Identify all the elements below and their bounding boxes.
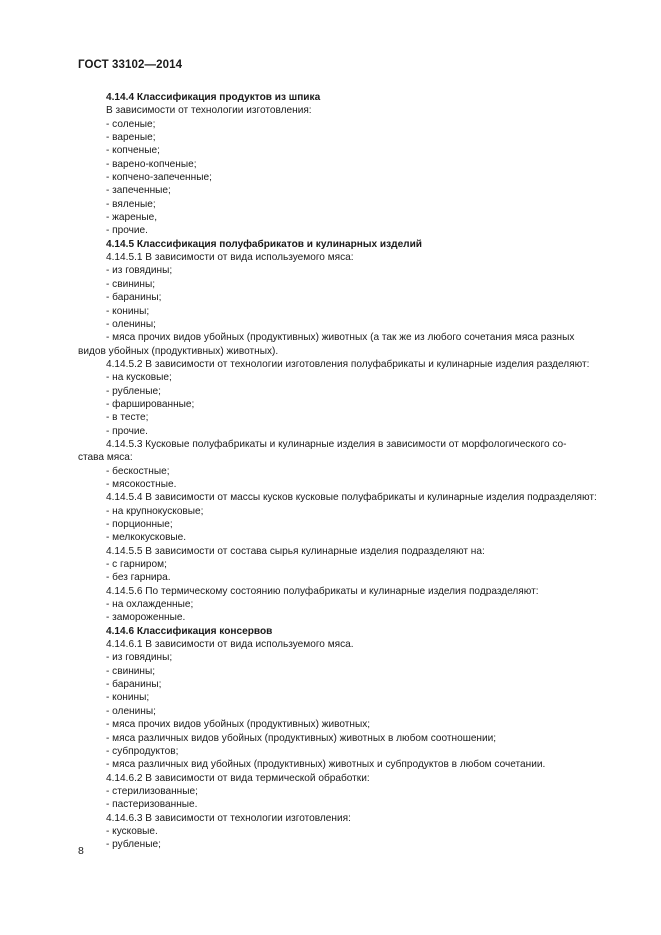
text-line: - рубленые;: [106, 839, 161, 851]
text-line: В зависимости от технологии изготовления:: [106, 105, 312, 117]
text-line: - жареные,: [106, 212, 158, 224]
document-body: [78, 91, 618, 852]
section-heading: 4.14.4 Классификация продуктов из шпика: [106, 92, 321, 103]
section-heading: 4.14.5 Классификация полуфабрикатов и кулинарных изделий: [106, 238, 423, 250]
text-line: става мяса:: [78, 452, 133, 464]
text-line: - на кусковые;: [106, 372, 172, 384]
text-line: - из говядины;: [106, 652, 173, 664]
text-line: - в тесте;: [106, 412, 149, 424]
text-line: - порционные;: [106, 519, 173, 530]
text-line: - свинины;: [106, 665, 156, 677]
text-line: - оленины;: [106, 705, 156, 717]
text-line: - соленые;: [106, 118, 156, 130]
text-line: - баранины;: [106, 679, 162, 691]
text-line: - мяса прочих видов убойных (продуктивных) животных (а так же из любого сочетания мяса разных: [106, 332, 575, 344]
text-line: - без гарнира.: [106, 572, 171, 584]
text-line: - прочие.: [106, 225, 148, 237]
text-line: 4.14.5.1 В зависимости от вида используемого мяса:: [106, 252, 354, 264]
text-line: - мяса различных видов убойных (продуктивных) животных в любом соотношении;: [106, 732, 497, 744]
text-line: - стерилизованные;: [106, 785, 198, 797]
text-line: 4.14.6.2 В зависимости от вида термической обработки:: [106, 772, 370, 784]
text-line: - с гарниром;: [106, 559, 167, 571]
text-line: 4.14.5.2 В зависимости от технологии изготовления полуфабрикаты и кулинарные изделия разделяют:: [106, 358, 590, 370]
text-line: 4.14.5.4 В зависимости от массы кусков кусковые полуфабрикаты и кулинарные изделия подразделяют:: [106, 492, 597, 504]
text-line: - прочие.: [106, 425, 148, 437]
document-header: ГОСТ 33102—2014: [78, 59, 183, 71]
text-line: - мяса различных вид убойных (продуктивных) животных и субпродуктов в любом сочетании.: [106, 759, 546, 771]
text-line: видов убойных (продуктивных) животных).: [78, 345, 279, 357]
text-line: - варено-копченые;: [106, 158, 197, 170]
text-line: - мелкокусковые.: [106, 532, 187, 544]
text-line: - на охлажденные;: [106, 599, 194, 611]
text-line: - из говядины;: [106, 265, 173, 277]
text-line: - фаршированные;: [106, 398, 195, 410]
text-line: - бескостные;: [106, 465, 170, 477]
text-line: 4.14.6.3 В зависимости от технологии изготовления:: [106, 812, 351, 824]
section-heading: 4.14.6 Классификация консервов: [106, 625, 273, 637]
text-line: - баранины;: [106, 292, 162, 304]
page-number: 8: [78, 845, 84, 857]
text-line: 4.14.6.1 В зависимости от вида используемого мяса.: [106, 639, 354, 651]
text-line: - копчено-запеченные;: [106, 172, 212, 184]
text-line: - свинины;: [106, 278, 156, 290]
text-line: - пастеризованные.: [106, 799, 198, 811]
text-line: 4.14.5.3 Кусковые полуфабрикаты и кулинарные изделия в зависимости от морфологического со-: [106, 438, 567, 450]
text-line: - мяса прочих видов убойных (продуктивных) животных;: [106, 719, 371, 731]
text-line: - вяленые;: [106, 198, 156, 210]
text-line: - вареные;: [106, 132, 156, 144]
text-line: 4.14.5.5 В зависимости от состава сырья кулинарные изделия подразделяют на:: [106, 545, 485, 557]
text-line: - копченые;: [106, 145, 160, 157]
text-line: - рубленые;: [106, 385, 161, 397]
text-line: - кусковые.: [106, 825, 158, 837]
text-line: - замороженные.: [106, 612, 186, 624]
text-line: - субпродуктов;: [106, 745, 179, 757]
text-line: 4.14.5.6 По термическому состоянию полуфабрикаты и кулинарные изделия подразделяют:: [106, 585, 539, 597]
text-line: - запеченные;: [106, 185, 171, 197]
text-line: - на крупнокусковые;: [106, 505, 204, 517]
text-line: - оленины;: [106, 318, 156, 330]
text-line: - мясокостные.: [106, 478, 177, 490]
text-line: - конины;: [106, 692, 150, 704]
text-line: - конины;: [106, 305, 150, 317]
